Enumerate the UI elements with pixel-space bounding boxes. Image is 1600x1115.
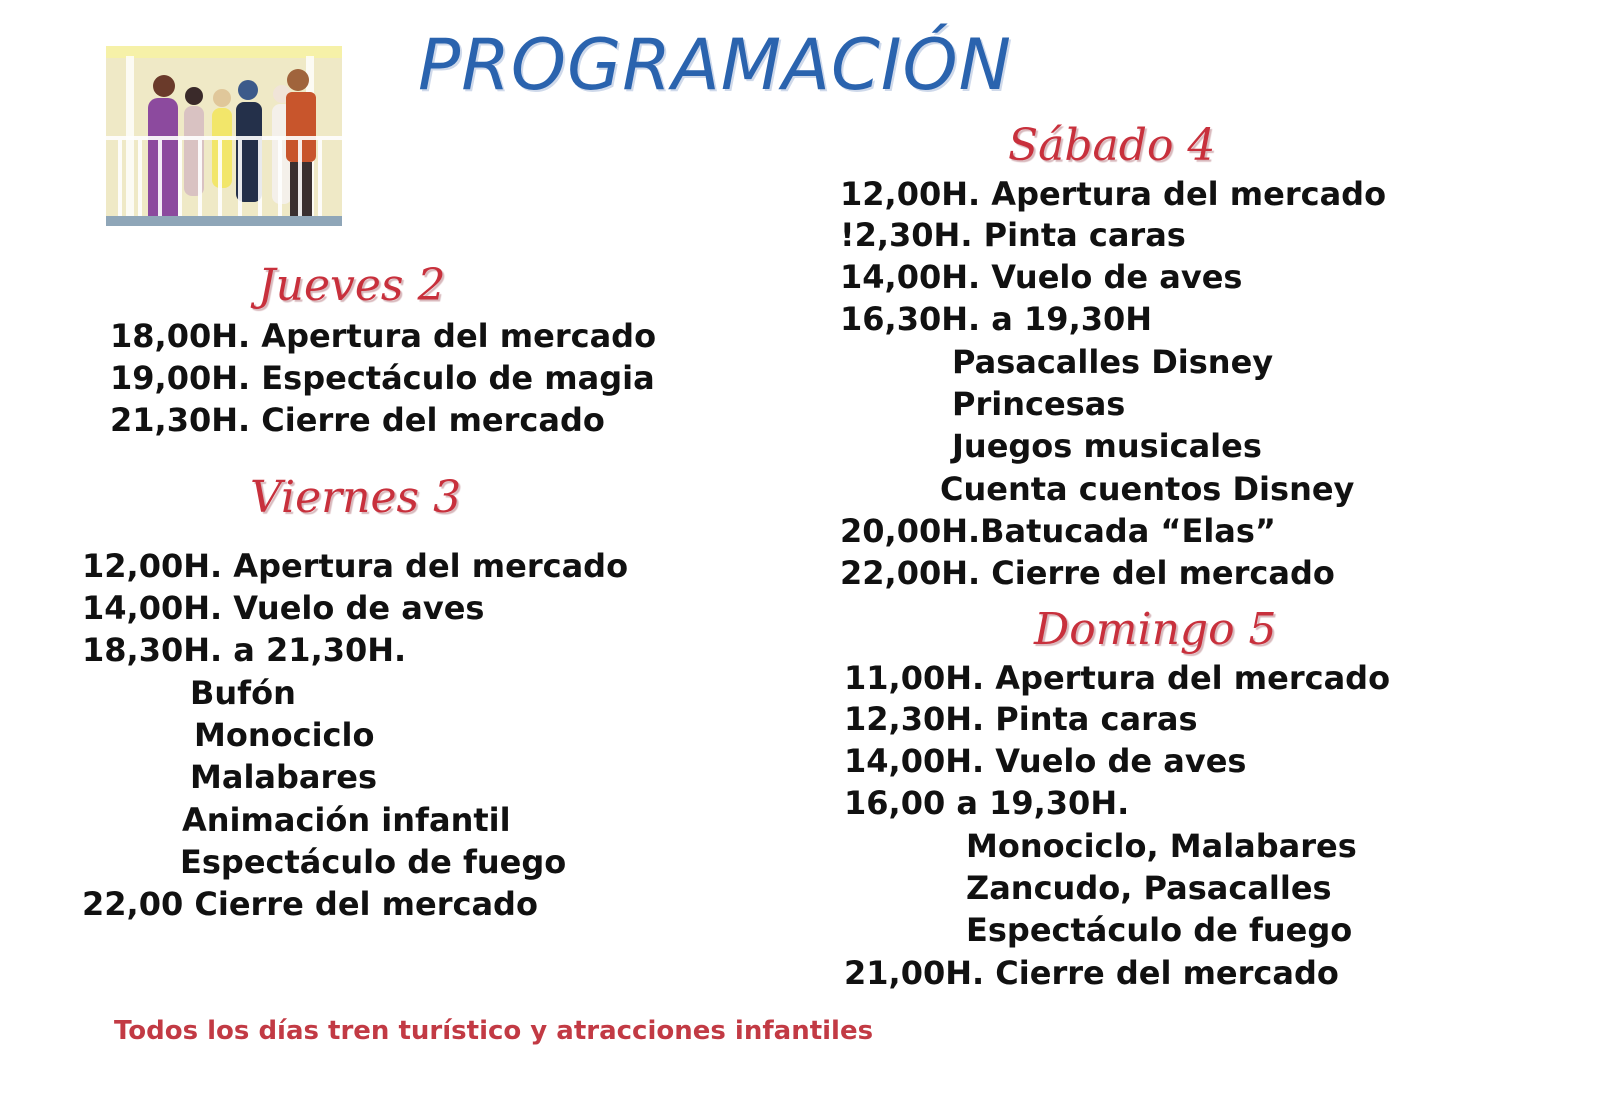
schedule-line: Cuenta cuentos Disney bbox=[940, 470, 1355, 508]
schedule-line: 19,00H. Espectáculo de magia bbox=[110, 359, 655, 397]
theatre-photo bbox=[106, 46, 342, 226]
schedule-line: 12,00H. Apertura del mercado bbox=[840, 175, 1387, 213]
day-heading-jueves: Jueves 2 bbox=[258, 260, 446, 311]
schedule-line: 16,30H. a 19,30H bbox=[840, 300, 1153, 338]
schedule-line: Zancudo, Pasacalles bbox=[966, 869, 1332, 907]
schedule-line: 12,30H. Pinta caras bbox=[844, 700, 1198, 738]
schedule-line: 11,00H. Apertura del mercado bbox=[844, 659, 1391, 697]
schedule-line: Princesas bbox=[952, 385, 1126, 423]
schedule-line: 18,00H. Apertura del mercado bbox=[110, 317, 657, 355]
schedule-line: 16,00 a 19,30H. bbox=[844, 784, 1130, 822]
day-heading-sabado: Sábado 4 bbox=[1008, 120, 1216, 171]
schedule-line: 14,00H. Vuelo de aves bbox=[844, 742, 1247, 780]
schedule-line: Espectáculo de fuego bbox=[966, 911, 1353, 949]
schedule-line: 14,00H. Vuelo de aves bbox=[82, 589, 485, 627]
day-heading-viernes: Viernes 3 bbox=[250, 472, 462, 523]
schedule-line: Animación infantil bbox=[182, 801, 511, 839]
schedule-line: Monociclo bbox=[194, 716, 375, 754]
schedule-line: 14,00H. Vuelo de aves bbox=[840, 258, 1243, 296]
schedule-line: 18,30H. a 21,30H. bbox=[82, 631, 407, 669]
schedule-line: 20,00H.Batucada “Elas” bbox=[840, 512, 1276, 550]
day-heading-domingo: Domingo 5 bbox=[1034, 604, 1277, 655]
schedule-line: Bufón bbox=[190, 674, 296, 712]
schedule-line: Espectáculo de fuego bbox=[180, 843, 567, 881]
page-title: PROGRAMACIÓN bbox=[418, 24, 1012, 106]
schedule-line: !2,30H. Pinta caras bbox=[840, 216, 1186, 254]
schedule-line: 21,00H. Cierre del mercado bbox=[844, 954, 1339, 992]
footer-note: Todos los días tren turístico y atracciones infantiles bbox=[114, 1016, 874, 1046]
schedule-line: 22,00H. Cierre del mercado bbox=[840, 554, 1335, 592]
schedule-line: Pasacalles Disney bbox=[952, 343, 1274, 381]
schedule-line: Monociclo, Malabares bbox=[966, 827, 1357, 865]
schedule-line: Juegos musicales bbox=[952, 427, 1262, 465]
schedule-line: Malabares bbox=[190, 758, 378, 796]
schedule-line: 21,30H. Cierre del mercado bbox=[110, 401, 605, 439]
schedule-line: 22,00 Cierre del mercado bbox=[82, 885, 538, 923]
schedule-line: 12,00H. Apertura del mercado bbox=[82, 547, 629, 585]
